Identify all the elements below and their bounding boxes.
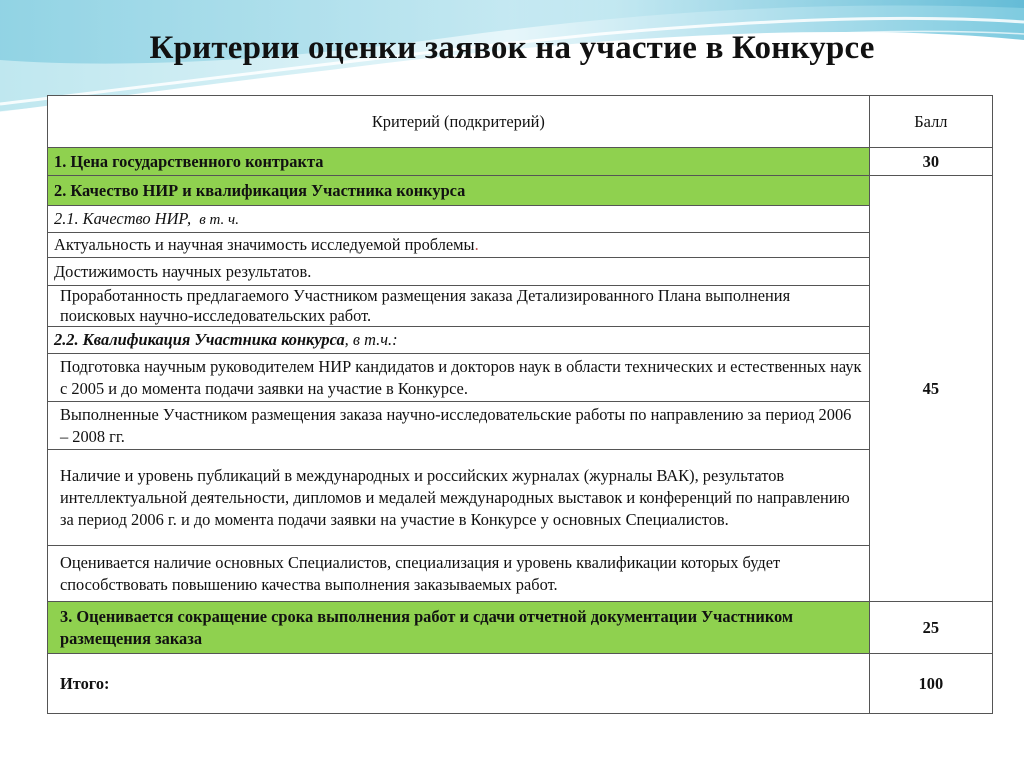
table-row <box>48 286 993 327</box>
table-header-row <box>48 96 993 148</box>
table-row <box>48 546 993 602</box>
criterion-1-price: 1. Цена государственного контракта <box>48 148 870 176</box>
item-completed-works: Выполненные Участником размещения заказа научно-исследовательские работы по направлению за период 2006 – 2008 гг. <box>48 402 870 450</box>
subcriterion-2-1-label: 2.1. Качество НИР, <box>54 208 192 228</box>
score-1: 30 <box>869 148 992 176</box>
slide-title: Критерии оценки заявок на участие в Конкурсе <box>149 30 875 66</box>
header-criterion: Критерий (подкритерий) <box>48 96 870 148</box>
total-label: Итого: <box>48 654 870 714</box>
table-row <box>48 354 993 402</box>
criterion-3-deadline: 3. Оценивается сокращение срока выполнения работ и сдачи отчетной документации Участником размещения заказа <box>48 602 870 654</box>
table-row <box>48 206 993 233</box>
item-specialists: Оценивается наличие основных Специалистов, специализация и уровень квалификации которых будет способствовать повышению качества выполнения заказываемых работ. <box>48 546 870 602</box>
table-row <box>48 402 993 450</box>
item-relevance <box>48 233 870 258</box>
item-publications: Наличие и уровень публикаций в международных и российских журналах (журналы ВАК), результатов интеллектуальной деятельности, дипломов и медалей международных выставок и конференций по направлению за период 2006 г. и до момента подачи заявки на участие в Конкурсе у основных Специалистов. <box>48 450 870 546</box>
criteria-table <box>47 95 993 714</box>
score-group-2: 45 <box>869 176 992 602</box>
table-row <box>48 148 993 176</box>
criterion-2-quality: 2. Качество НИР и квалификация Участника конкурса <box>48 176 870 206</box>
table-row <box>48 450 993 546</box>
table-row <box>48 176 993 206</box>
table-row <box>48 654 993 714</box>
item-training-candidates: Подготовка научным руководителем НИР кандидатов и докторов наук в области технических и естественных наук с 2005 и до момента подачи заявки на участие в Конкурсе. <box>48 354 870 402</box>
subcriterion-2-2-suffix: , в т.ч.: <box>344 330 398 349</box>
item-relevance-text: Актуальность и научная значимость исследуемой проблемы <box>54 235 475 254</box>
item-plan-elaboration: Проработанность предлагаемого Участником размещения заказа Детализированного Плана выполнения поисковых научно-исследовательских работ. <box>48 286 870 327</box>
header-score: Балл <box>869 96 992 148</box>
subcriterion-2-2 <box>48 327 870 354</box>
score-3: 25 <box>869 602 992 654</box>
item-relevance-dot: . <box>474 235 479 254</box>
table-row <box>48 233 993 258</box>
total-score: 100 <box>869 654 992 714</box>
table-row <box>48 327 993 354</box>
table-row <box>48 258 993 286</box>
subcriterion-2-2-label: 2.2. Квалификация Участника конкурса <box>54 330 345 349</box>
item-achievability: Достижимость научных результатов. <box>48 258 870 286</box>
subcriterion-2-1-suffix: в т. ч. <box>199 211 239 228</box>
table-row <box>48 602 993 654</box>
subcriterion-2-1 <box>48 206 870 233</box>
